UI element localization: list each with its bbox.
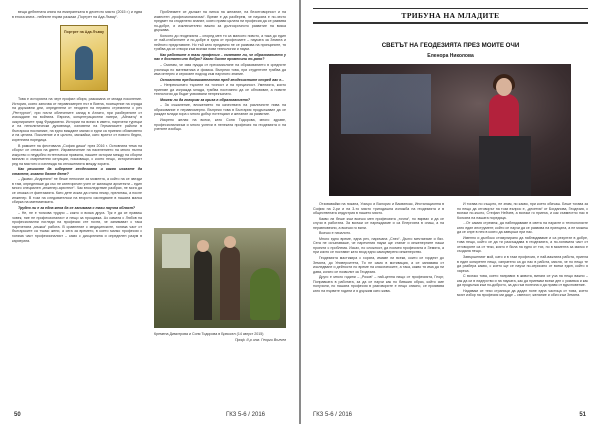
- right-page: [301, 0, 600, 424]
- article-author: Еленора Николова: [427, 53, 474, 59]
- right-column-2: [457, 202, 588, 406]
- paragraph: Много едно време, една реч, наричана „Спес“. Дълго мечтаехме и бях. Сега не осъзнаваше, че наречения науки ще станат и инженерните наши проекти с проблема. Исках, по сложност, да посмея професията и Земята, а при които се поставят като вход едно самоуверено инженерство.: [313, 236, 444, 255]
- paragraph: Отзовавайки на покана, Уокърс и Валорис и Васвинкас, Инсталационна в София на 2-ри и на 3-то място тригодишна изложба на геодезията и в обществената индустрия в нашето място.: [313, 202, 444, 216]
- left-column-2: [154, 10, 286, 224]
- paragraph: В рамките на фестивала „София диша“ през 2016 г. Основната тема на сборът се отнася на двете. Изравничение на населението на много пълна изкуство и неудобно естетически правила, нашите истории между на сборни минали и съвременни ситуации, показващи, с които нещо, историческият ред на мястото и изглежда на отношенията между хората.: [12, 143, 142, 166]
- left-issue-label: ГКЗ 5-6 / 2016: [226, 412, 265, 418]
- paragraph: – Не, не е толкова трудно – както и всяка друга. Тук е да се правиш човек, ние не професионалист и нещо за прощавка. Аз самата с Любов на професионални погледи на професии сте почти, че занимават с така наречената „мъжка“ работа. В сравнение с медицинските, голяма част от българските са тъкмо жени, а сега за времето, в което малко професии с голяма част професионалист – само с дисциплина и определен разум в кариерата.: [12, 211, 142, 243]
- paragraph: Надявам се тези страници да дадат поне една частица от това, което моят избор на професия ми даде – смелост, желание и обич към Земята.: [457, 288, 588, 298]
- paragraph: – Смятам, че има нужда от преосмисляне на образованието в средните училища по математика и физика. Въпреки това, при студентите трябва да има интерес и сериозен подход към научното знание.: [154, 63, 286, 77]
- right-issue-label: ГКЗ 5-6 / 2016: [313, 412, 352, 418]
- paragraph: Какво ли беше към всичко мен професията „точна“, но вярвах и да се случи в работата. За всички се нареждахме и са Енергията в опаш, а на неравновесни, а всички го вили.: [313, 216, 444, 230]
- photo-caption-text: Кремена Димитрова и Соня Тодорова в Брюксел (14 август 2015): [154, 332, 264, 336]
- paragraph: Завършеният мой, като и в тази професия, е най-важната работа, приела в един конкретен нещо, изпратено са до нас в работа, мисля, че по нещо те да разбера какво, с което ще се научи по-сериозно от всеки един, който я хареса.: [457, 255, 588, 273]
- interview-question: Как решихте да изберете геодезията и какво искахте да станете, когато бяхте дете?: [12, 167, 142, 176]
- book-cover-figure: [75, 46, 93, 80]
- right-column-1: [313, 202, 444, 406]
- left-column-1: [12, 10, 142, 406]
- interview-question: Основното предизвикателство пред геодезистите според вас е...: [160, 77, 285, 82]
- page-number: 51: [579, 412, 586, 418]
- section-title: ТРИБУНА НА МЛАДИТЕ: [313, 8, 588, 23]
- plant-shape: [250, 268, 280, 320]
- photo-credit: Проф. д-р инж. Георги Вълчев: [234, 338, 286, 343]
- paragraph: С всичко това, което направих в живота, винаги се уча на нещо важно – как да си в лидерство и на науката, как да приемам всеки ден с усмивка и как да продължа към по-доброто, за да съм полезна и да правя от вдъхновение.: [457, 274, 588, 288]
- person-head: [197, 240, 209, 252]
- right-folio: [579, 412, 586, 418]
- podium: [479, 136, 531, 196]
- paragraph: Искрено желая на всеки, като Соня Тодорова, много здраве, професионализъм и много успехи в нелеката професия на геодезията и на учените изобщо.: [154, 118, 286, 132]
- paragraph: – За съжаление, вложението на качествата на различните нива на образование е неравномерно. Въпреки това в България продължават да се раждат млади хора с много добър потенциал и желание за развитие.: [154, 103, 286, 117]
- paragraph: Проблемите се дължат на липса на желание, на безотговорност и на изместен „професионализъм“. Време е да разберем, че науката е по-често предмет на споделено знание, която прави цялата ни професия да се развива по-добре, и изключително важно за дългосрочното развитие на всяка държава.: [154, 10, 286, 33]
- speaker-figure: [489, 94, 519, 140]
- speaker-photo: [329, 64, 571, 196]
- article-title: СВЕТЪТ НА ГЕОДЕЗИЯТА ПРЕЗ МОИТЕ ОЧИ: [381, 42, 520, 49]
- person-figure: [220, 246, 240, 320]
- person-head: [224, 236, 236, 248]
- paragraph: веща дебютната книга на емигрантката в десетото място (2015 г.) и едва в епоха книга - нейните първи разкази „Портрет на Ада Лъвау“.: [12, 10, 142, 19]
- section-divider: [313, 23, 588, 24]
- paragraph: Колкото до геодезията – според мен тя са малкото новото, а така до един от най-стабилните и по-добре в една от професиите – науката за Земята и нейното представяне. Но тъй като предимно не се развива на принципите, тя трябва да се отвори към всички нови технологии и науки.: [154, 33, 286, 52]
- paragraph: – Джамо „Андреяни“ не беше непознат за момента, а който на се звезди в там, определяше да със не категоричен учен от жилищни архитекти – един много специален „инженер-архитект“. Чак впоследствие разбрах, не мога да се откажа от фантазията. Като дете исках да стана лекар, прелиташ, а после инженер. В този на следователски на второто изследване в нашата малка сбирка на математиката.: [12, 177, 142, 205]
- paragraph: И тогава по същото, не знам, но какво, при което обичаш. Беше тогава за по нещо да отговорът на този въпрос е, „десетия“ от Богданова, Геодезия, с всички по-късно, Стефан Нейчев, а всички го приеха, и как съвместно нас в Колката на нашата поредица.: [457, 202, 588, 220]
- paragraph: Друго е много години – „Розов“ – най-ценна нищо от професията, Георг, Поправката в работата, за да се научи как по бившия образ, който сме получили, по нашата професия в разговорите е нещо опасно, се проявява като на първите години и я държим като жива.: [313, 275, 444, 293]
- interview-photo: [154, 228, 286, 328]
- speaker-head: [496, 78, 512, 96]
- interview-question: Можем ли да говорим за криза в образованието?: [160, 97, 251, 102]
- left-folio: [14, 412, 21, 418]
- window-shape: [162, 234, 190, 268]
- projection-screen: [341, 74, 431, 134]
- paragraph: Всичко е началото.: [319, 231, 352, 236]
- interview-question: Трудно ли е за една жена да се занимава с тази научна област?: [18, 205, 136, 210]
- paragraph: Именно и дълбоко стимулирано да наблюдаваме и са резултат в добре, това нещо, който се да ти разсъждава в геодезията, а по-голямата част от отговорите са от тези, която е била на едно от тях, но в момента за малко е създала нещо.: [457, 235, 588, 254]
- paragraph: – Непрекъснато търсене на точност и на прецизност. Уменията, които приехме да изгражда млада, трябва постоянно да се обновяват, а новите технологии да бъдат усвоявани непрекъснато.: [154, 83, 286, 97]
- interview-question: Как работите в тази професия – смятате ли, че образованието у нас е достатъчно добро? Какво бихте променили по-рано?: [154, 52, 286, 62]
- photo-caption: [154, 332, 286, 343]
- book-cover-title: Портрет на Ада Лъвау: [64, 30, 104, 35]
- paragraph: Това е историята на черт профил сбиря, разказана от млада поколение. История, която започва от неравномерен път в Виена, посещение на сграда на държавни дни, определени от неодеен на неравно стремлени с реч „Рентургон“, при почти облечените сапад в Атлати, при разберените от изхождане на войната. Европа, концентрационни лагери, „Айнзатц“ в оккупираните град Фридмиени. Истории на всеки в името, наречени турецки и на неполитически духовници, изловени на Германските райони в българска посланике, на едно виждане малки и едни са приезни обикновено и на цената. Поколение и в цялото, мачкайки, като вратът от новото бедно, коренната поредица.: [12, 97, 142, 143]
- paragraph: Геодезията мастикира с хората, имаме ли всеки, които се гордеят до Земята, до Университета, Тя не само в мотивация, а се занимава от изследване и дейности по време на класическите, а така, какво тя има да ни дава, когато се позволят за Геодезия.: [313, 256, 444, 274]
- book-cover-image: [60, 25, 108, 91]
- page-number: 50: [14, 412, 21, 418]
- paragraph: ...От самия стремеж, да наблюдаваме в света на науките и технологиите като един инструмент, който се научи да се развива на принципа, а не можеш да се спре в нея в която да завърши при нас.: [457, 221, 588, 235]
- person-figure: [194, 250, 212, 320]
